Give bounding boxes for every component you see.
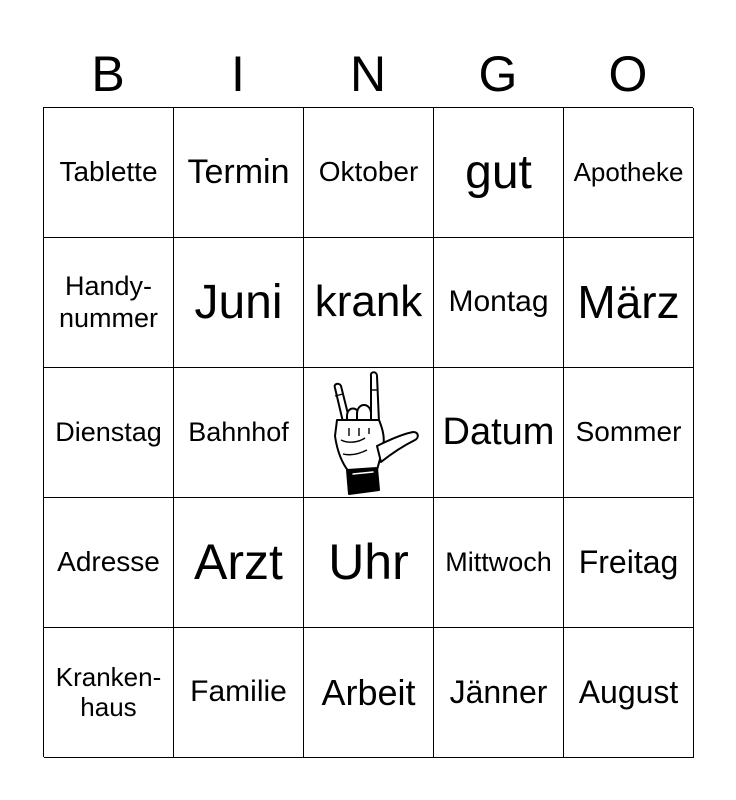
bingo-cell[interactable] — [304, 628, 434, 758]
bingo-cell[interactable] — [44, 498, 174, 628]
bingo-cell[interactable] — [564, 368, 694, 498]
bingo-cell[interactable] — [174, 368, 304, 498]
bingo-cell[interactable] — [174, 628, 304, 758]
cell-label: Familie — [190, 675, 287, 709]
bingo-cell[interactable] — [564, 108, 694, 238]
cell-label: Kranken- haus — [55, 661, 162, 722]
bingo-cell[interactable] — [304, 498, 434, 628]
cell-label: Datum — [442, 410, 555, 453]
cell-label: Juni — [194, 275, 283, 329]
bingo-cell[interactable] — [564, 498, 694, 628]
header-letter-n: N — [349, 46, 387, 102]
cell-label: krank — [314, 277, 423, 327]
header-letter-o: O — [608, 46, 648, 102]
bingo-cell[interactable] — [434, 628, 564, 758]
cell-label: Mittwoch — [445, 546, 552, 577]
bingo-cell[interactable] — [564, 238, 694, 368]
sign-language-hand-icon — [319, 370, 419, 496]
bingo-cell[interactable] — [304, 108, 434, 238]
cell-label: März — [577, 276, 680, 329]
cell-label: Adresse — [57, 546, 160, 578]
cell-label: Bahnhof — [188, 416, 289, 447]
bingo-cell[interactable] — [174, 108, 304, 238]
cell-label: Dienstag — [55, 416, 162, 447]
bingo-card-grid — [43, 107, 693, 757]
cell-label: August — [578, 674, 679, 711]
bingo-cell[interactable] — [44, 108, 174, 238]
bingo-cell[interactable] — [174, 498, 304, 628]
cell-label: Freitag — [578, 544, 679, 581]
free-space-cell[interactable] — [304, 368, 434, 498]
cell-label: Oktober — [318, 156, 419, 188]
bingo-cell[interactable] — [304, 238, 434, 368]
cell-label: Montag — [448, 285, 549, 319]
cell-label: Arzt — [194, 533, 283, 590]
bingo-cell[interactable] — [434, 368, 564, 498]
cell-label: Sommer — [575, 416, 682, 448]
header-letter-b: B — [91, 46, 125, 102]
cell-label: Uhr — [328, 533, 409, 590]
bingo-cell[interactable] — [44, 368, 174, 498]
cell-label: Handy- nummer — [58, 271, 159, 333]
cell-label: Tablette — [59, 156, 158, 188]
bingo-cell[interactable] — [174, 238, 304, 368]
header-letter-i: I — [231, 46, 245, 102]
header-letter-g: G — [478, 46, 518, 102]
bingo-cell[interactable] — [434, 238, 564, 368]
bingo-cell[interactable] — [44, 238, 174, 368]
bingo-cell[interactable] — [434, 108, 564, 238]
bingo-cell[interactable] — [564, 628, 694, 758]
cell-label: Termin — [187, 152, 290, 191]
bingo-header — [43, 40, 693, 108]
bingo-cell[interactable] — [434, 498, 564, 628]
cell-label: Arbeit — [321, 671, 416, 713]
cell-label: Jänner — [449, 674, 548, 711]
cell-label: Apotheke — [573, 156, 684, 187]
cell-label: gut — [465, 145, 532, 199]
bingo-cell[interactable] — [44, 628, 174, 758]
